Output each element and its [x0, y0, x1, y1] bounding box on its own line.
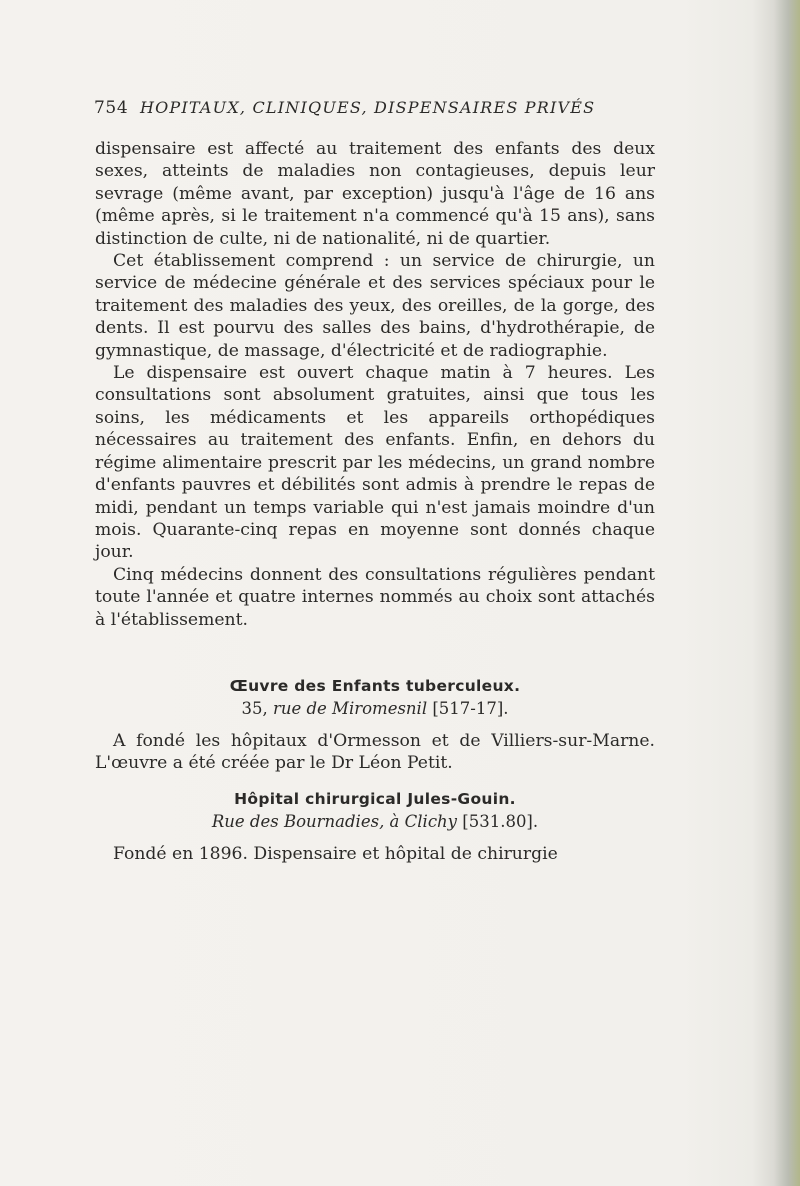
running-head [94, 98, 595, 118]
paragraph-1: dispensaire est affecté au traitement des enfants des deux sexes, atteints de maladies non contagieuses, depuis leur sevrage (même avant, par exception) jusqu'à l'âge de 16 ans (même après, si le traitement n'a commencé qu'à 15 ans), sans distinction de culte, ni de nationalité, ni de quartier. [95, 139, 655, 249]
address-number: 35, [241, 699, 268, 718]
address-street: rue de Miromesnil [272, 699, 428, 718]
section-address [95, 699, 655, 718]
address-phone: [531.80]. [462, 812, 539, 831]
paragraph-4: Cinq médecins donnent des consultations régulières pendant toute l'année et quatre internes nommés au choix sont attachés à l'établissement. [95, 564, 655, 630]
running-head-title: HOPITAUX, CLINIQUES, DISPENSAIRES PRIVÉS [139, 98, 596, 117]
paragraph-3: Le dispensaire est ouvert chaque matin à 7 heures. Les consultations sont absolument gratuites, ainsi que tous les soins, les médicaments et les appareils orthopédiques nécessaires au traitement des enfants. Enfin, en dehors du régime alimentaire prescrit par les médecins, un grand nombre d'enfants pauvres et débilités sont admis à prendre le repas de midi, pendant un temps variable qui n'est jamais moindre d'un mois. Quarante-cinq repas en moyenne sont donnés chaque jour. [95, 363, 655, 563]
section-oeuvre-enfants-tuberculeux [95, 677, 655, 775]
section-heading: Hôpital chirurgical Jules-Gouin. [234, 790, 516, 808]
main-text [95, 138, 655, 631]
section-hopital-jules-gouin [95, 790, 655, 865]
page-edge-shadow [774, 0, 800, 1186]
address-street: Rue des Bournadies, à Clichy [211, 812, 458, 831]
section-text: Fondé en 1896. Dispensaire et hôpital de chirurgie [113, 844, 558, 864]
paragraph-2: Cet établissement comprend : un service de chirurgie, un service de médecine générale et des services spéciaux pour le traitement des maladies des yeux, des oreilles, de la gorge, des dents. Il est pourvu des salles des bains, d'hydrothérapie, de gymnastique, de massage, d'électricité et de radiographie. [95, 251, 655, 361]
section-text: A fondé les hôpitaux d'Ormesson et de Villiers-sur-Marne. L'œuvre a été créée par le Dr Léon Petit. [95, 731, 655, 774]
page-number: 754 [94, 98, 129, 118]
section-address [95, 812, 655, 831]
section-heading: Œuvre des Enfants tuberculeux. [229, 677, 521, 695]
address-phone: [517-17]. [432, 699, 509, 718]
